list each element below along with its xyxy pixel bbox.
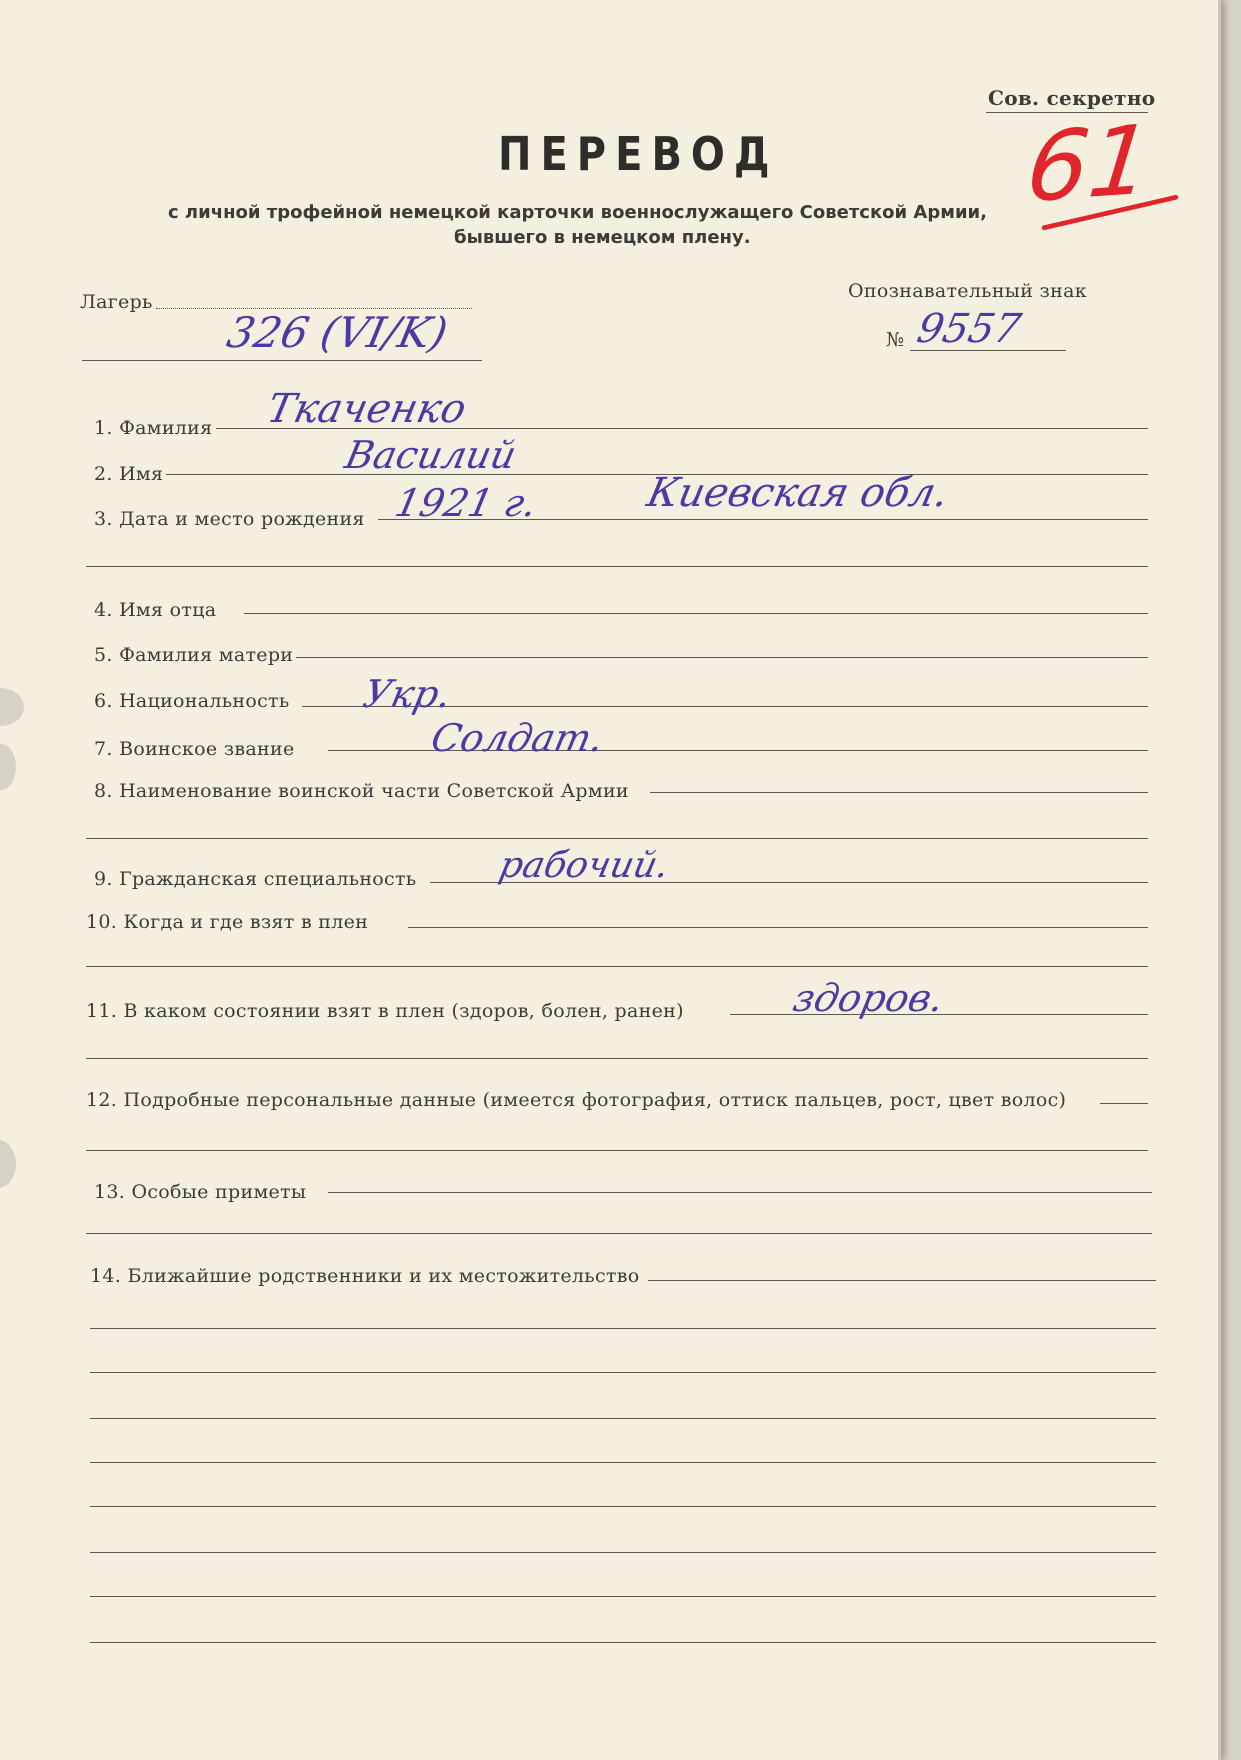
field-label-condition: 11. В каком состоянии взят в плен (здоров, болен, ранен): [86, 1000, 684, 1022]
field-label-nationality: 6. Национальность: [94, 690, 290, 712]
field-label-mother-surname: 5. Фамилия матери: [94, 644, 294, 666]
field-line-relatives-5: [90, 1462, 1156, 1463]
tear-mark: [0, 744, 16, 790]
field-label-father-name: 4. Имя отца: [94, 599, 217, 621]
field-line-capture-2: [86, 966, 1148, 967]
page-title: ПЕРЕВОД: [498, 128, 779, 182]
field-label-special-marks: 13. Особые приметы: [94, 1181, 307, 1203]
field-line-personal-data-2: [86, 1150, 1148, 1151]
field-line-mother-surname: [296, 657, 1148, 658]
field-label-rank: 7. Воинское звание: [94, 738, 295, 760]
field-label-capture: 10. Когда и где взят в плен: [86, 911, 369, 933]
field-label-military-unit: 8. Наименование воинской части Советской Армии: [94, 780, 629, 802]
field-label-first-name: 2. Имя: [94, 463, 164, 485]
tag-label: Опознавательный знак: [848, 280, 1087, 302]
field-line-birth-2: [86, 566, 1148, 567]
field-value-condition: здоров.: [789, 976, 948, 1020]
field-line-relatives-6: [90, 1506, 1156, 1507]
field-line-relatives-7: [90, 1552, 1156, 1553]
field-label-relatives: 14. Ближайшие родственники и их местожительство: [90, 1265, 640, 1287]
field-line-father-name: [244, 613, 1148, 614]
field-line-relatives-4: [90, 1418, 1156, 1419]
camp-label: Лагерь: [80, 291, 153, 313]
field-line-relatives-3: [90, 1372, 1156, 1373]
subtitle-line-2: бывшего в немецком плену.: [454, 227, 751, 248]
tear-mark: [0, 688, 24, 726]
field-value-rank: Солдат.: [427, 716, 608, 760]
field-value-birth-year: 1921 г.: [391, 481, 541, 525]
field-line-military-unit: [650, 792, 1148, 793]
subtitle-line-1: с личной трофейной немецкой карточки военнослужащего Советской Армии,: [168, 202, 988, 223]
tear-mark: [0, 1140, 16, 1188]
camp-value: 326 (VI/K): [222, 308, 452, 357]
field-value-nationality: Укр.: [359, 672, 456, 716]
tag-number-sign: №: [886, 329, 905, 351]
field-line-relatives-9: [90, 1642, 1156, 1643]
field-line-special-marks: [328, 1192, 1152, 1193]
field-line-capture: [408, 927, 1148, 928]
field-label-birth: 3. Дата и место рождения: [94, 508, 365, 530]
field-line-relatives: [648, 1280, 1156, 1281]
field-value-civil-profession: рабочий.: [495, 845, 673, 886]
field-line-condition-2: [86, 1058, 1148, 1059]
field-label-surname: 1. Фамилия: [94, 417, 213, 439]
field-value-birth-place: Киевская обл.: [643, 470, 953, 516]
field-line-personal-data: [1100, 1103, 1148, 1104]
tag-underline: [910, 350, 1066, 351]
archive-number: 61: [1021, 103, 1157, 225]
field-line-special-marks-2: [86, 1233, 1152, 1234]
field-label-personal-data: 12. Подробные персональные данные (имеется фотография, оттиск пальцев, рост, цвет волос): [86, 1089, 1067, 1111]
field-line-military-unit-2: [86, 838, 1148, 839]
field-value-first-name: Василий: [341, 433, 521, 477]
field-line-relatives-2: [90, 1328, 1156, 1329]
camp-underline: [82, 360, 482, 361]
field-line-relatives-8: [90, 1596, 1156, 1597]
tag-value: 9557: [913, 306, 1025, 352]
classification-label: Сов. секретно: [988, 86, 1156, 110]
field-value-surname: Ткаченко: [263, 386, 471, 432]
field-label-civil-profession: 9. Гражданская специальность: [94, 868, 417, 890]
